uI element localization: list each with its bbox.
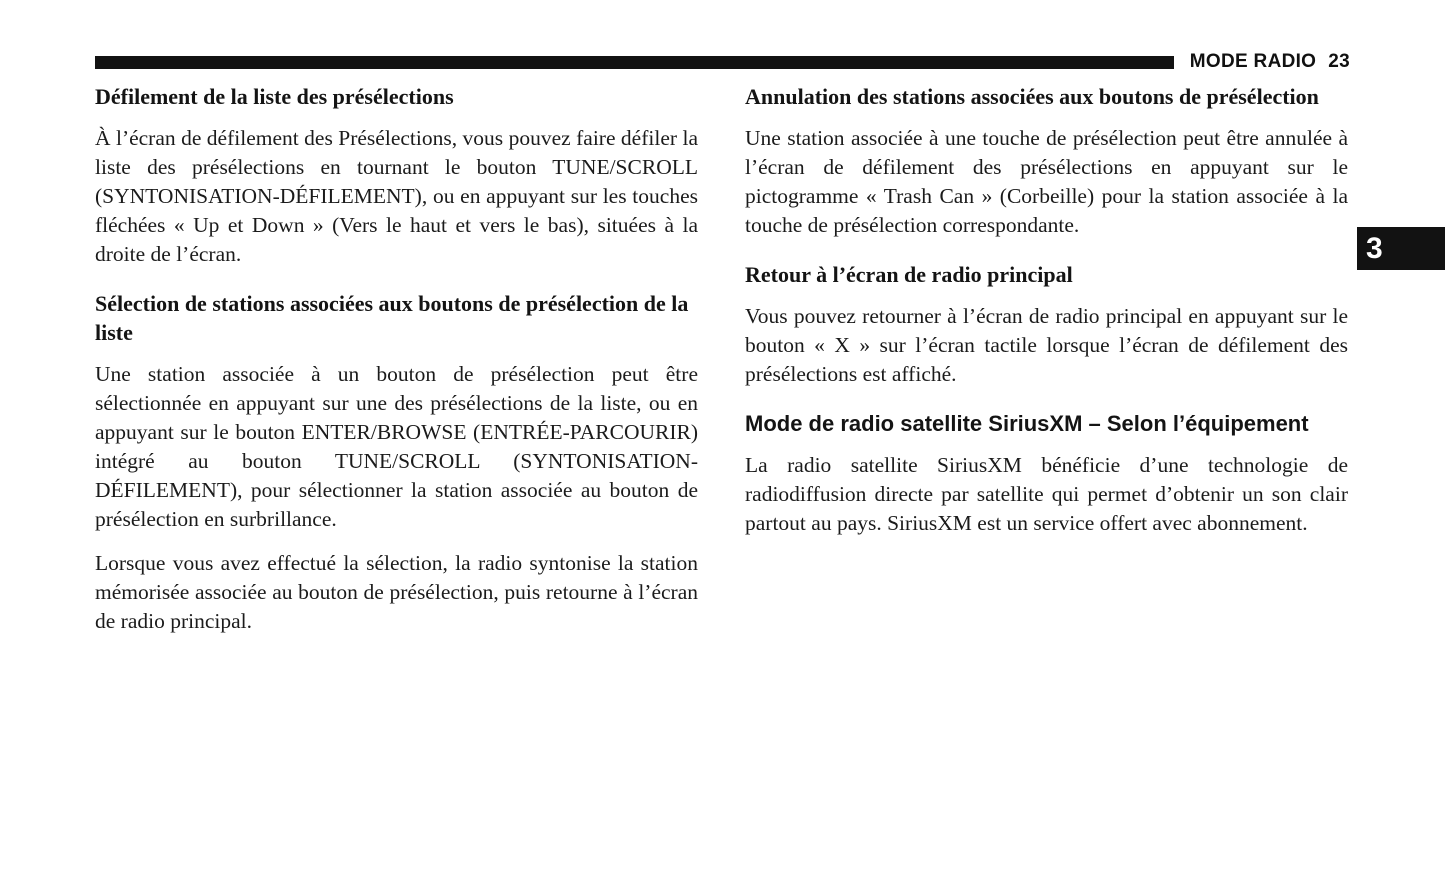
paragraph: Vous pouvez retourner à l’écran de radio principal en appuyant sur le bouton « X » sur l’écran tactile lorsque l’écran de défilement des présélections est affiché. (745, 304, 1348, 386)
paragraph: À l’écran de défilement des Présélections, vous pouvez faire défiler la liste des présélections en tournant le bouton TUNE/SCROLL (SYNTONISATION-DÉFILEMENT), ou en appuyant sur les touches fléchées « Up et Down » (Vers le haut et vers le bas), situées à la droite de l’écran. (95, 126, 698, 266)
section-tab-label: 3 (1366, 231, 1383, 265)
section-heading: Défilement de la liste des présélections (95, 84, 454, 109)
section-siriusxm-mode (745, 409, 1348, 538)
header-rule (95, 56, 1174, 69)
paragraph: La radio satellite SiriusXM bénéficie d’une technologie de radiodiffusion directe par satellite qui permet d’obtenir un son clair partout au pays. SiriusXM est un service offert avec abonnement. (745, 453, 1348, 535)
chapter-title: MODE RADIO (1189, 51, 1317, 72)
page-columns (95, 82, 1348, 651)
section-return-main-screen (745, 260, 1348, 389)
paragraph: Lorsque vous avez effectué la sélection, la radio syntonise la station mémorisée associée au bouton de présélection, puis retourne à l’écran de radio principal. (95, 551, 698, 633)
section-heading: Mode de radio satellite SiriusXM – Selon l’équipement (745, 411, 1309, 436)
page-number: 23 (1328, 51, 1350, 72)
section-heading: Sélection de stations associées aux boutons de présélection de la liste (95, 291, 689, 345)
section-heading: Retour à l’écran de radio principal (745, 262, 1073, 287)
page-header (95, 51, 1350, 73)
left-column (95, 82, 698, 651)
right-column (745, 82, 1348, 651)
paragraph: Une station associée à un bouton de présélection peut être sélectionnée en appuyant sur une des présélections de la liste, ou en appuyant sur le bouton ENTER/BROWSE (ENTRÉE-PARCOURIR) intégré au bouton TUNE/SCROLL (SYNTONISATION-DÉFILEMENT), pour sélectionner la station associée au bouton de présélection en surbrillance. (95, 362, 698, 531)
section-tab (1357, 227, 1445, 270)
section-heading: Annulation des stations associées aux boutons de présélection (745, 84, 1319, 109)
section-preset-cancellation (745, 82, 1348, 240)
running-head (1190, 51, 1350, 73)
paragraph: Une station associée à une touche de présélection peut être annulée à l’écran de défilement des présélections en appuyant sur le pictogramme « Trash Can » (Corbeille) pour la station associée à la touche de présélection correspondante. (745, 126, 1348, 237)
section-preset-scrolling (95, 82, 698, 269)
section-preset-selection (95, 289, 698, 636)
